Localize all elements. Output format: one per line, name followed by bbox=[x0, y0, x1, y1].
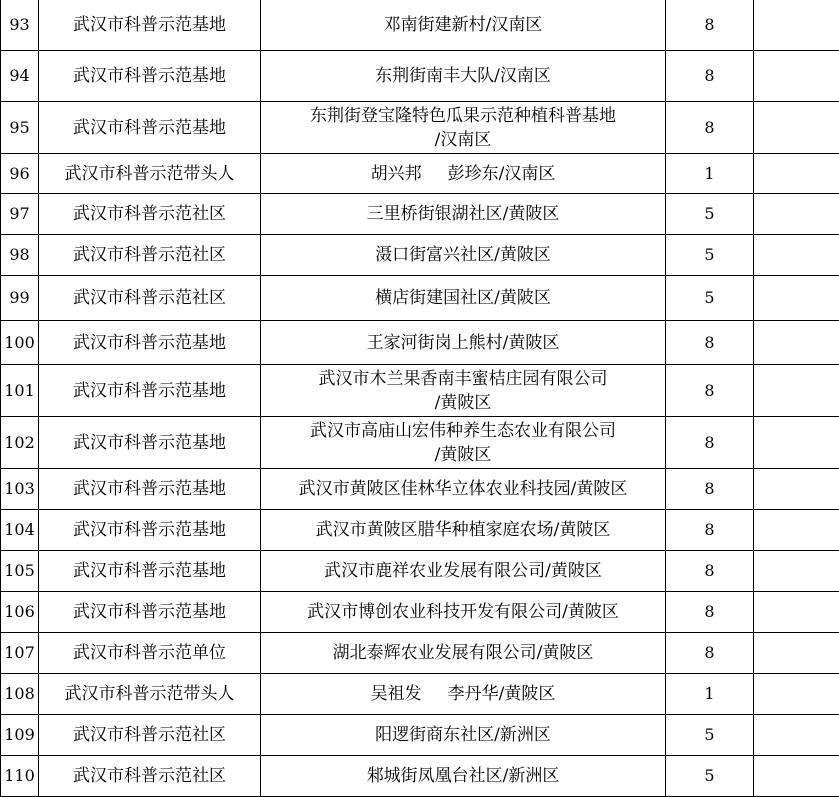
points-cell: 8 bbox=[666, 633, 754, 674]
category-cell: 武汉市科普示范社区 bbox=[39, 194, 261, 235]
points-cell: 1 bbox=[666, 154, 754, 194]
points-cell: 8 bbox=[666, 0, 754, 51]
category-cell: 武汉市科普示范基地 bbox=[39, 510, 261, 551]
row-number: 100 bbox=[1, 321, 39, 365]
name-line: 湖北泰辉农业发展有限公司/黄陂区 bbox=[261, 641, 665, 665]
name-line: /黄陂区 bbox=[261, 391, 665, 415]
name-cell bbox=[261, 51, 666, 102]
name-line: 东荆街登宝隆特色瓜果示范种植科普基地 bbox=[261, 104, 665, 128]
table-row bbox=[1, 417, 839, 469]
row-number: 97 bbox=[1, 194, 39, 235]
points-cell: 8 bbox=[666, 510, 754, 551]
points-cell: 8 bbox=[666, 321, 754, 365]
category-cell: 武汉市科普示范基地 bbox=[39, 321, 261, 365]
table-row bbox=[1, 633, 839, 674]
row-number: 106 bbox=[1, 592, 39, 633]
row-number: 104 bbox=[1, 510, 39, 551]
points-cell: 8 bbox=[666, 365, 754, 417]
table-row bbox=[1, 592, 839, 633]
name-line: 王家河街岗上熊村/黄陂区 bbox=[261, 331, 665, 355]
name-line: /黄陂区 bbox=[261, 443, 665, 467]
name-line: 邓南街建新村/汉南区 bbox=[261, 13, 665, 37]
note-cell bbox=[754, 756, 839, 797]
table-row bbox=[1, 235, 839, 276]
category-cell: 武汉市科普示范基地 bbox=[39, 469, 261, 510]
note-cell bbox=[754, 469, 839, 510]
category-cell: 武汉市科普示范基地 bbox=[39, 0, 261, 51]
person-name: 李丹华/黄陂区 bbox=[448, 684, 556, 704]
note-cell bbox=[754, 365, 839, 417]
name-cell bbox=[261, 469, 666, 510]
name-line: 武汉市鹿祥农业发展有限公司/黄陂区 bbox=[261, 559, 665, 583]
person-name: 吴祖发 bbox=[371, 684, 422, 704]
name-line: 横店街建国社区/黄陂区 bbox=[261, 286, 665, 310]
table-row bbox=[1, 51, 839, 102]
name-line: 武汉市木兰果香南丰蜜桔庄园有限公司 bbox=[261, 367, 665, 391]
name-line: 三里桥街银湖社区/黄陂区 bbox=[261, 202, 665, 226]
points-cell: 8 bbox=[666, 592, 754, 633]
table-row bbox=[1, 321, 839, 365]
note-cell bbox=[754, 417, 839, 469]
points-cell: 8 bbox=[666, 469, 754, 510]
category-cell: 武汉市科普示范基地 bbox=[39, 551, 261, 592]
category-cell: 武汉市科普示范基地 bbox=[39, 51, 261, 102]
category-cell: 武汉市科普示范社区 bbox=[39, 756, 261, 797]
name-cell bbox=[261, 276, 666, 321]
note-cell bbox=[754, 102, 839, 154]
name-cell bbox=[261, 154, 666, 194]
category-cell: 武汉市科普示范基地 bbox=[39, 102, 261, 154]
note-cell bbox=[754, 674, 839, 715]
name-line: 武汉市黄陂区佳林华立体农业科技园/黄陂区 bbox=[261, 477, 665, 501]
row-number: 107 bbox=[1, 633, 39, 674]
name-line: 武汉市高庙山宏伟种养生态农业有限公司 bbox=[261, 419, 665, 443]
name-line: 滠口街富兴社区/黄陂区 bbox=[261, 243, 665, 267]
table-row bbox=[1, 551, 839, 592]
note-cell bbox=[754, 592, 839, 633]
note-cell bbox=[754, 715, 839, 756]
row-number: 109 bbox=[1, 715, 39, 756]
person-name: 彭珍东/汉南区 bbox=[448, 164, 556, 184]
points-cell: 5 bbox=[666, 235, 754, 276]
table-row bbox=[1, 154, 839, 194]
row-number: 99 bbox=[1, 276, 39, 321]
category-cell: 武汉市科普示范社区 bbox=[39, 276, 261, 321]
table-row bbox=[1, 715, 839, 756]
note-cell bbox=[754, 633, 839, 674]
category-cell: 武汉市科普示范社区 bbox=[39, 235, 261, 276]
table-row bbox=[1, 0, 839, 51]
table-row bbox=[1, 674, 839, 715]
row-number: 110 bbox=[1, 756, 39, 797]
name-cell bbox=[261, 194, 666, 235]
name-line: 武汉市博创农业科技开发有限公司/黄陂区 bbox=[261, 600, 665, 624]
row-number: 96 bbox=[1, 154, 39, 194]
category-cell: 武汉市科普示范单位 bbox=[39, 633, 261, 674]
name-line: /汉南区 bbox=[261, 128, 665, 152]
name-line: 阳逻街商东社区/新洲区 bbox=[261, 723, 665, 747]
row-number: 103 bbox=[1, 469, 39, 510]
table-row bbox=[1, 276, 839, 321]
note-cell bbox=[754, 276, 839, 321]
note-cell bbox=[754, 321, 839, 365]
category-cell: 武汉市科普示范基地 bbox=[39, 417, 261, 469]
row-number: 101 bbox=[1, 365, 39, 417]
points-cell: 8 bbox=[666, 51, 754, 102]
name-cell bbox=[261, 235, 666, 276]
points-cell: 5 bbox=[666, 715, 754, 756]
name-cell bbox=[261, 102, 666, 154]
table-row bbox=[1, 469, 839, 510]
category-cell: 武汉市科普示范带头人 bbox=[39, 154, 261, 194]
row-number: 98 bbox=[1, 235, 39, 276]
points-cell: 5 bbox=[666, 194, 754, 235]
points-cell: 1 bbox=[666, 674, 754, 715]
row-number: 94 bbox=[1, 51, 39, 102]
note-cell bbox=[754, 154, 839, 194]
name-cell bbox=[261, 715, 666, 756]
row-number: 95 bbox=[1, 102, 39, 154]
table-row bbox=[1, 194, 839, 235]
name-cell bbox=[261, 551, 666, 592]
name-cell bbox=[261, 510, 666, 551]
note-cell bbox=[754, 51, 839, 102]
name-cell bbox=[261, 321, 666, 365]
name-cell bbox=[261, 365, 666, 417]
points-cell: 8 bbox=[666, 551, 754, 592]
note-cell bbox=[754, 551, 839, 592]
name-cell bbox=[261, 592, 666, 633]
category-cell: 武汉市科普示范基地 bbox=[39, 365, 261, 417]
name-cell bbox=[261, 417, 666, 469]
name-line: 邾城街凤凰台社区/新洲区 bbox=[261, 764, 665, 788]
row-number: 105 bbox=[1, 551, 39, 592]
name-cell bbox=[261, 674, 666, 715]
points-cell: 8 bbox=[666, 102, 754, 154]
note-cell bbox=[754, 235, 839, 276]
person-name: 胡兴邦 bbox=[371, 164, 422, 184]
category-cell: 武汉市科普示范社区 bbox=[39, 715, 261, 756]
row-number: 93 bbox=[1, 0, 39, 51]
name-line: 武汉市黄陂区腊华种植家庭农场/黄陂区 bbox=[261, 518, 665, 542]
name-line: 东荆街南丰大队/汉南区 bbox=[261, 64, 665, 88]
table-row bbox=[1, 365, 839, 417]
category-cell: 武汉市科普示范带头人 bbox=[39, 674, 261, 715]
row-number: 102 bbox=[1, 417, 39, 469]
points-cell: 5 bbox=[666, 276, 754, 321]
note-cell bbox=[754, 0, 839, 51]
category-cell: 武汉市科普示范基地 bbox=[39, 592, 261, 633]
table-row bbox=[1, 510, 839, 551]
table-row bbox=[1, 102, 839, 154]
row-number: 108 bbox=[1, 674, 39, 715]
points-cell: 5 bbox=[666, 756, 754, 797]
table-row bbox=[1, 756, 839, 797]
name-cell bbox=[261, 633, 666, 674]
name-cell bbox=[261, 756, 666, 797]
points-cell: 8 bbox=[666, 417, 754, 469]
note-cell bbox=[754, 510, 839, 551]
note-cell bbox=[754, 194, 839, 235]
name-cell bbox=[261, 0, 666, 51]
